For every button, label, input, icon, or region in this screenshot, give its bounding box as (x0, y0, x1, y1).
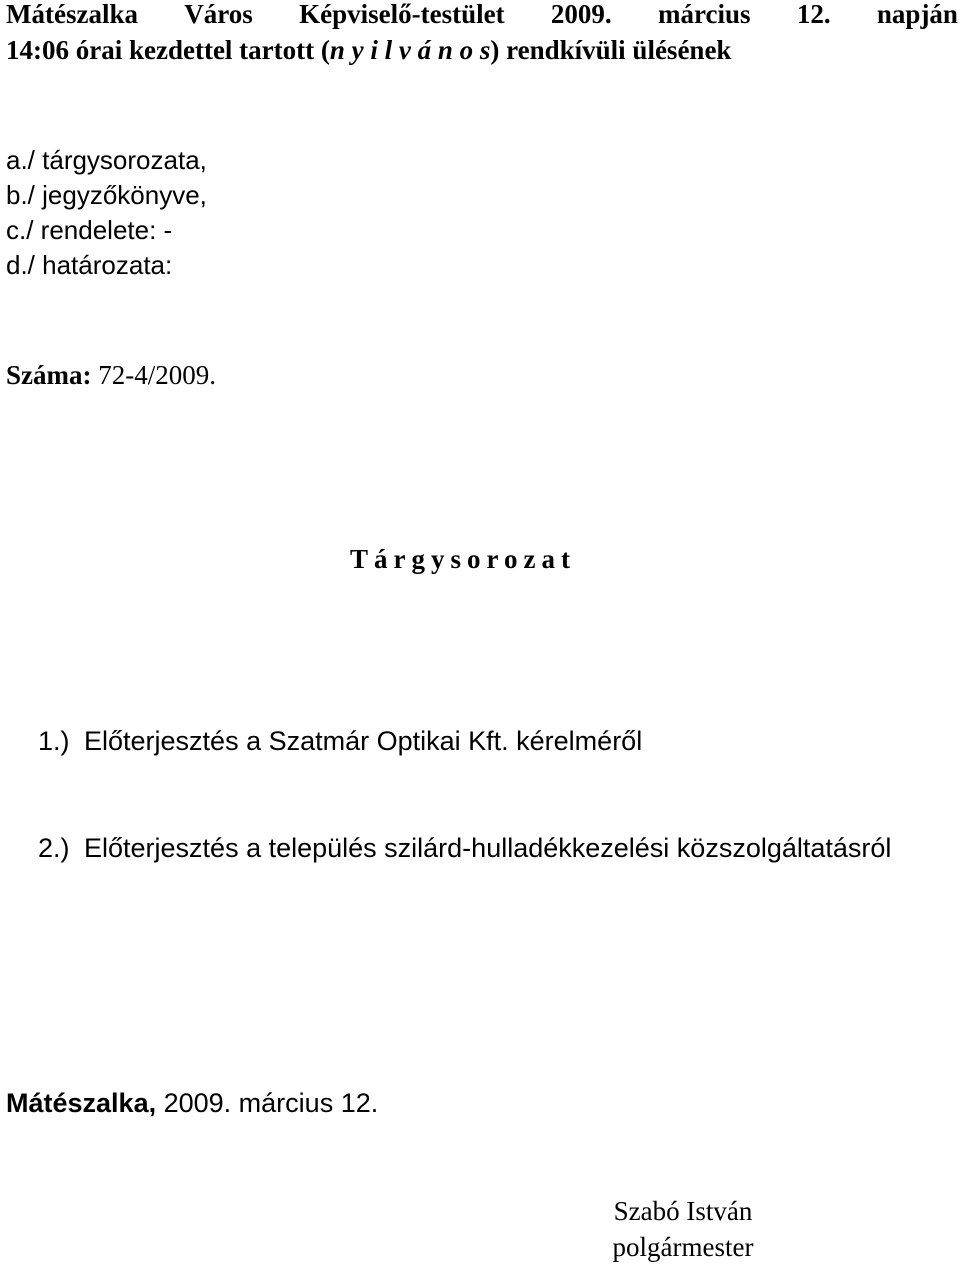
agenda-item-number: 2.) (38, 833, 70, 863)
header-word: 12. (796, 0, 831, 29)
header-word: napján (876, 0, 958, 29)
place-date (6, 1085, 378, 1121)
header-line2-suffix: ) rendkívüli ülésének (490, 35, 732, 65)
header-word: Mátészalka (6, 0, 138, 29)
document-number-label: Száma: (6, 360, 92, 390)
header-word: Képviselő-testület (299, 0, 505, 29)
header-line-2 (6, 32, 731, 68)
agenda-item-number: 1.) (38, 726, 70, 756)
header-word: Város (184, 0, 253, 29)
header-line2-emphasis: n y i l v á n o s (329, 35, 491, 65)
agenda-item-text: Előterjesztés a település szilárd-hulladékkezelési közszolgáltatásról (84, 833, 892, 863)
signer-title: polgármester (612, 1232, 754, 1262)
contents-item: b./ jegyzőkönyve, (6, 180, 207, 210)
contents-item: c./ rendelete: - (6, 215, 173, 245)
date: 2009. március 12. (163, 1088, 379, 1118)
document-number-value: 72-4/2009. (98, 360, 216, 390)
contents-list (6, 143, 207, 283)
header-line2-prefix: 14:06 órai kezdettel tartott ( (6, 35, 330, 65)
place: Mátészalka, (6, 1088, 157, 1118)
signature-block (598, 1193, 768, 1265)
agenda-title: Tárgysorozat (350, 544, 576, 574)
header-word: 2009. (550, 0, 612, 29)
header-line-1 (6, 0, 958, 32)
header-word: március (658, 0, 751, 29)
agenda-item (38, 723, 642, 759)
contents-item: d./ határozata: (6, 250, 173, 280)
agenda-item-text: Előterjesztés a Szatmár Optikai Kft. kérelméről (84, 726, 643, 756)
agenda-item (38, 830, 891, 866)
contents-item: a./ tárgysorozata, (6, 145, 207, 175)
document-number (6, 357, 216, 393)
signer-name: Szabó István (613, 1196, 753, 1226)
